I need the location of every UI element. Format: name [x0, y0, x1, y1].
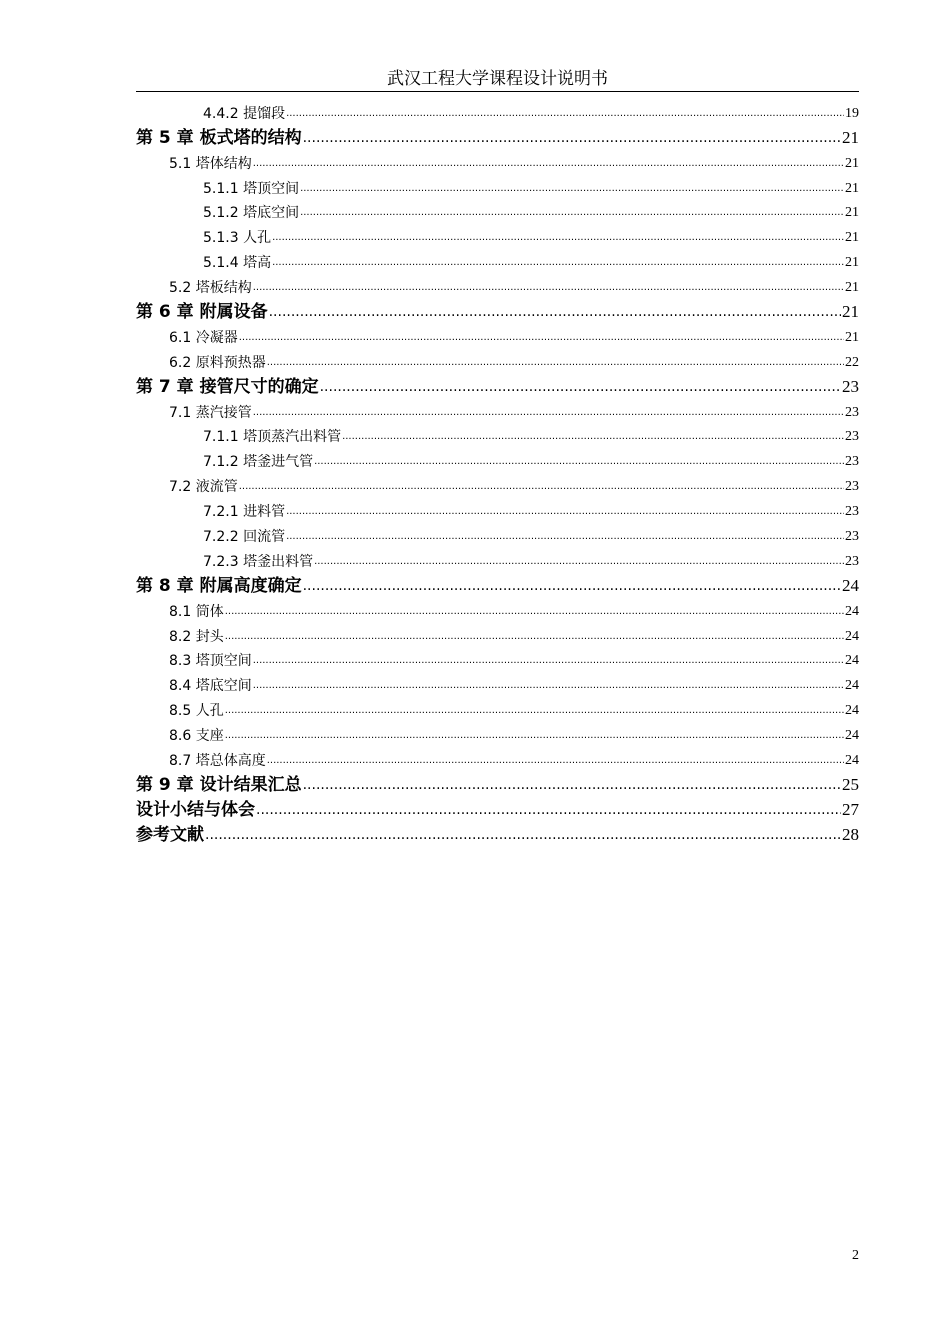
toc-entry[interactable] [136, 522, 859, 547]
toc-entry-page: 23 [845, 529, 859, 545]
toc-entry-label: 7.1.1 塔顶蒸汽出料管 [203, 429, 342, 446]
toc-entry-page: 24 [845, 678, 859, 694]
toc-entry-label: 5.2 塔板结构 [169, 280, 252, 297]
table-of-contents [136, 99, 859, 846]
toc-leader-dots [269, 301, 841, 323]
toc-entry-label: 8.7 塔总体高度 [169, 753, 266, 770]
toc-entry-label: 第 9 章 设计结果汇总 [136, 774, 302, 795]
toc-entry[interactable] [136, 99, 859, 124]
toc-entry-page: 21 [845, 230, 859, 246]
toc-entry-page: 22 [845, 354, 859, 370]
toc-entry[interactable] [136, 746, 859, 771]
toc-leader-dots [286, 527, 844, 547]
toc-entry[interactable] [136, 721, 859, 746]
toc-entry-label: 8.6 支座 [169, 728, 224, 745]
toc-leader-dots [267, 751, 844, 771]
toc-entry[interactable] [136, 348, 859, 373]
toc-entry[interactable] [136, 821, 859, 846]
toc-entry-page: 21 [842, 302, 859, 322]
toc-entry-page: 23 [845, 553, 859, 569]
toc-leader-dots [342, 427, 844, 447]
toc-entry-label: 8.5 人孔 [169, 703, 224, 720]
toc-entry[interactable] [136, 174, 859, 199]
toc-entry-page: 21 [845, 329, 859, 345]
toc-leader-dots [303, 127, 841, 149]
toc-entry[interactable] [136, 199, 859, 224]
toc-entry-label: 7.1.2 塔釜进气管 [203, 454, 314, 471]
toc-entry-label: 7.2.3 塔釜出料管 [203, 553, 314, 570]
toc-leader-dots [320, 376, 841, 398]
toc-entry-page: 23 [845, 479, 859, 495]
toc-entry[interactable] [136, 497, 859, 522]
toc-entry[interactable] [136, 696, 859, 721]
toc-entry[interactable] [136, 149, 859, 174]
toc-entry-page: 23 [845, 454, 859, 470]
toc-leader-dots [286, 104, 844, 124]
toc-entry-page: 23 [845, 504, 859, 520]
toc-leader-dots [253, 154, 844, 174]
toc-entry-label: 6.1 冷凝器 [169, 329, 238, 346]
toc-leader-dots [253, 676, 844, 696]
toc-entry[interactable] [136, 472, 859, 497]
toc-entry[interactable] [136, 323, 859, 348]
toc-leader-dots [225, 726, 844, 746]
toc-entry-page: 19 [845, 105, 859, 121]
toc-entry-label: 5.1.4 塔高 [203, 255, 272, 272]
toc-entry-page: 23 [845, 429, 859, 445]
toc-entry-label: 7.1 蒸汽接管 [169, 404, 252, 421]
toc-entry-page: 24 [845, 653, 859, 669]
toc-entry-page: 28 [842, 824, 859, 844]
toc-entry[interactable] [136, 597, 859, 622]
toc-entry-label: 8.2 封头 [169, 628, 224, 645]
toc-entry-label: 第 6 章 附属设备 [136, 302, 268, 323]
toc-entry-label: 第 5 章 板式塔的结构 [136, 127, 302, 148]
toc-entry[interactable] [136, 423, 859, 448]
toc-entry-label: 参考文献 [136, 824, 204, 845]
toc-leader-dots [300, 203, 844, 223]
toc-entry-label: 5.1.3 人孔 [203, 230, 272, 247]
toc-leader-dots [286, 502, 844, 522]
toc-leader-dots [303, 575, 841, 597]
toc-entry-page: 24 [845, 703, 859, 719]
toc-leader-dots [253, 278, 844, 298]
toc-entry[interactable] [136, 671, 859, 696]
toc-entry[interactable] [136, 796, 859, 821]
toc-entry-page: 23 [842, 376, 859, 396]
toc-leader-dots [225, 602, 844, 622]
toc-entry-page: 27 [842, 799, 859, 819]
toc-entry-label: 5.1.2 塔底空间 [203, 205, 300, 222]
toc-entry-label: 第 8 章 附属高度确定 [136, 575, 302, 596]
toc-leader-dots [239, 477, 844, 497]
toc-leader-dots [225, 627, 844, 647]
toc-entry-label: 8.4 塔底空间 [169, 678, 252, 695]
toc-entry-page: 24 [842, 575, 859, 595]
toc-entry[interactable] [136, 223, 859, 248]
toc-entry-page: 25 [842, 774, 859, 794]
toc-leader-dots [239, 328, 844, 348]
toc-leader-dots [205, 824, 841, 846]
toc-entry[interactable] [136, 398, 859, 423]
toc-entry-page: 24 [845, 628, 859, 644]
toc-leader-dots [253, 651, 844, 671]
toc-leader-dots [256, 799, 841, 821]
toc-leader-dots [272, 253, 844, 273]
toc-entry-page: 21 [845, 180, 859, 196]
toc-entry[interactable] [136, 771, 859, 796]
toc-entry[interactable] [136, 373, 859, 398]
toc-entry[interactable] [136, 647, 859, 672]
toc-leader-dots [303, 774, 841, 796]
toc-entry-page: 23 [845, 404, 859, 420]
toc-entry-label: 8.1 筒体 [169, 603, 224, 620]
toc-leader-dots [253, 403, 844, 423]
toc-entry[interactable] [136, 273, 859, 298]
toc-entry-page: 24 [845, 753, 859, 769]
toc-entry-label: 7.2.2 回流管 [203, 529, 286, 546]
toc-entry-label: 第 7 章 接管尺寸的确定 [136, 376, 319, 397]
toc-leader-dots [300, 179, 844, 199]
toc-entry-page: 24 [845, 728, 859, 744]
toc-leader-dots [314, 552, 844, 572]
toc-leader-dots [267, 353, 844, 373]
toc-entry[interactable] [136, 248, 859, 273]
toc-leader-dots [272, 228, 844, 248]
toc-entry-label: 5.1 塔体结构 [169, 155, 252, 172]
toc-entry-label: 设计小结与体会 [136, 799, 255, 820]
toc-entry-page: 21 [845, 255, 859, 271]
toc-entry[interactable] [136, 572, 859, 597]
toc-entry[interactable] [136, 124, 859, 149]
toc-entry-page: 24 [845, 603, 859, 619]
toc-entry-label: 4.4.2 提馏段 [203, 105, 286, 122]
page-number: 2 [852, 1248, 859, 1263]
toc-entry[interactable] [136, 298, 859, 323]
toc-entry-label: 6.2 原料预热器 [169, 354, 266, 371]
toc-entry[interactable] [136, 447, 859, 472]
toc-entry[interactable] [136, 547, 859, 572]
toc-entry-page: 21 [842, 127, 859, 147]
toc-entry[interactable] [136, 622, 859, 647]
toc-entry-page: 21 [845, 155, 859, 171]
page-header-title: 武汉工程大学课程设计说明书 [136, 67, 859, 92]
toc-leader-dots [225, 701, 844, 721]
toc-entry-page: 21 [845, 205, 859, 221]
toc-entry-label: 5.1.1 塔顶空间 [203, 180, 300, 197]
toc-entry-label: 7.2.1 进料管 [203, 504, 286, 521]
toc-entry-label: 8.3 塔顶空间 [169, 653, 252, 670]
toc-entry-label: 7.2 液流管 [169, 479, 238, 496]
toc-leader-dots [314, 452, 844, 472]
toc-entry-page: 21 [845, 280, 859, 296]
